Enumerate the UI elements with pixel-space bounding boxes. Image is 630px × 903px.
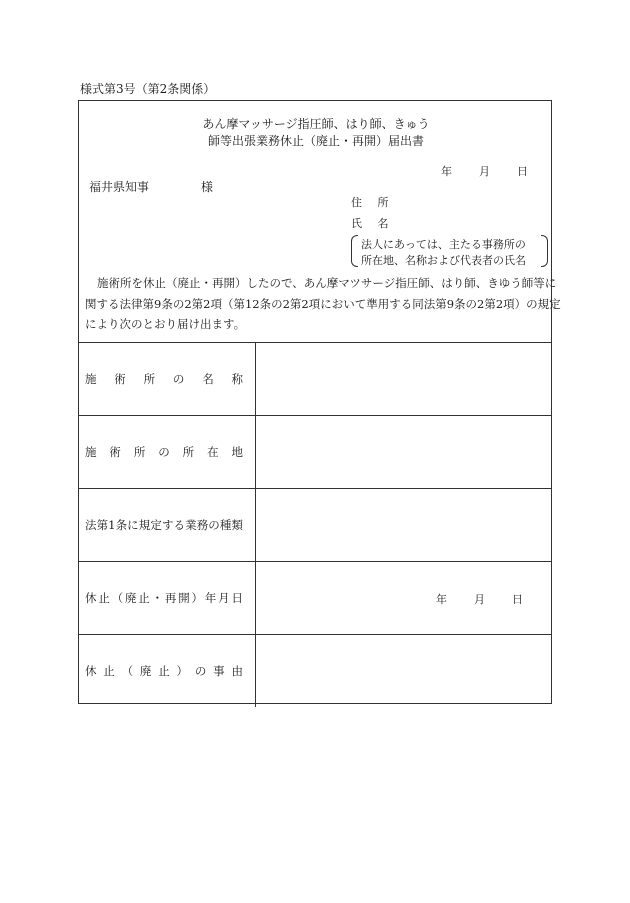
business-type-field[interactable] <box>256 489 552 562</box>
table-row <box>79 562 551 635</box>
row-date-year: 年 <box>436 593 447 606</box>
date-year-label: 年 <box>441 165 452 178</box>
form-title-line2: 師等出張業務休止（廃止・再開）届出書 <box>207 134 424 148</box>
note-line2: 所在地、名称および代表者の氏名 <box>361 254 526 267</box>
clinic-name-label: 施術所の名称 <box>85 372 243 386</box>
table-row <box>79 416 551 489</box>
clinic-address-field[interactable] <box>256 416 552 489</box>
table-row <box>79 489 551 562</box>
details-table <box>79 342 551 707</box>
business-type-label: 法第1条に規定する業務の種類 <box>85 518 243 532</box>
name-label: 氏 名 <box>351 217 395 230</box>
date-day-label: 日 <box>517 165 528 178</box>
form-title-line1: あん摩マッサージ指圧師、はり師、きゅう <box>202 117 430 131</box>
reason-field[interactable] <box>256 635 552 708</box>
clinic-address-label: 施術所の所在地 <box>85 445 243 459</box>
suspension-date-label: 休止（廃止・再開）年月日 <box>85 591 243 605</box>
suspension-date-field[interactable] <box>256 562 552 635</box>
declaration-line2: 関する法律第9条の2第2項（第12条の2第2項において準用する同法第9条の2第2項）の規定 <box>85 296 561 311</box>
note-line1: 法人にあっては、主たる事務所の <box>361 238 526 251</box>
address-label: 住 所 <box>351 196 395 209</box>
declaration-line1: 施術所を休止（廃止・再開）したので、あん摩マツサージ指圧師、はり師、きゆう師等に <box>97 276 557 290</box>
clinic-name-field[interactable] <box>256 343 552 416</box>
declaration-line3: により次のとおり届け出ます。 <box>85 317 246 331</box>
row-date-day: 日 <box>512 593 523 606</box>
row-date-month: 月 <box>474 593 485 606</box>
note-bracket-left <box>351 235 358 267</box>
table-row <box>79 635 551 708</box>
date-month-label: 月 <box>479 165 490 178</box>
corporation-note <box>351 235 551 267</box>
honorific: 様 <box>201 180 214 194</box>
table-row <box>79 343 551 416</box>
reason-label: 休止（廃止）の事由 <box>85 664 243 678</box>
declaration-text <box>85 273 561 335</box>
addressee: 福井県知事 <box>89 180 150 194</box>
note-bracket-right <box>541 235 548 267</box>
form-frame <box>78 100 561 704</box>
form-number-label: 様式第3号（第2条関係） <box>80 82 216 96</box>
